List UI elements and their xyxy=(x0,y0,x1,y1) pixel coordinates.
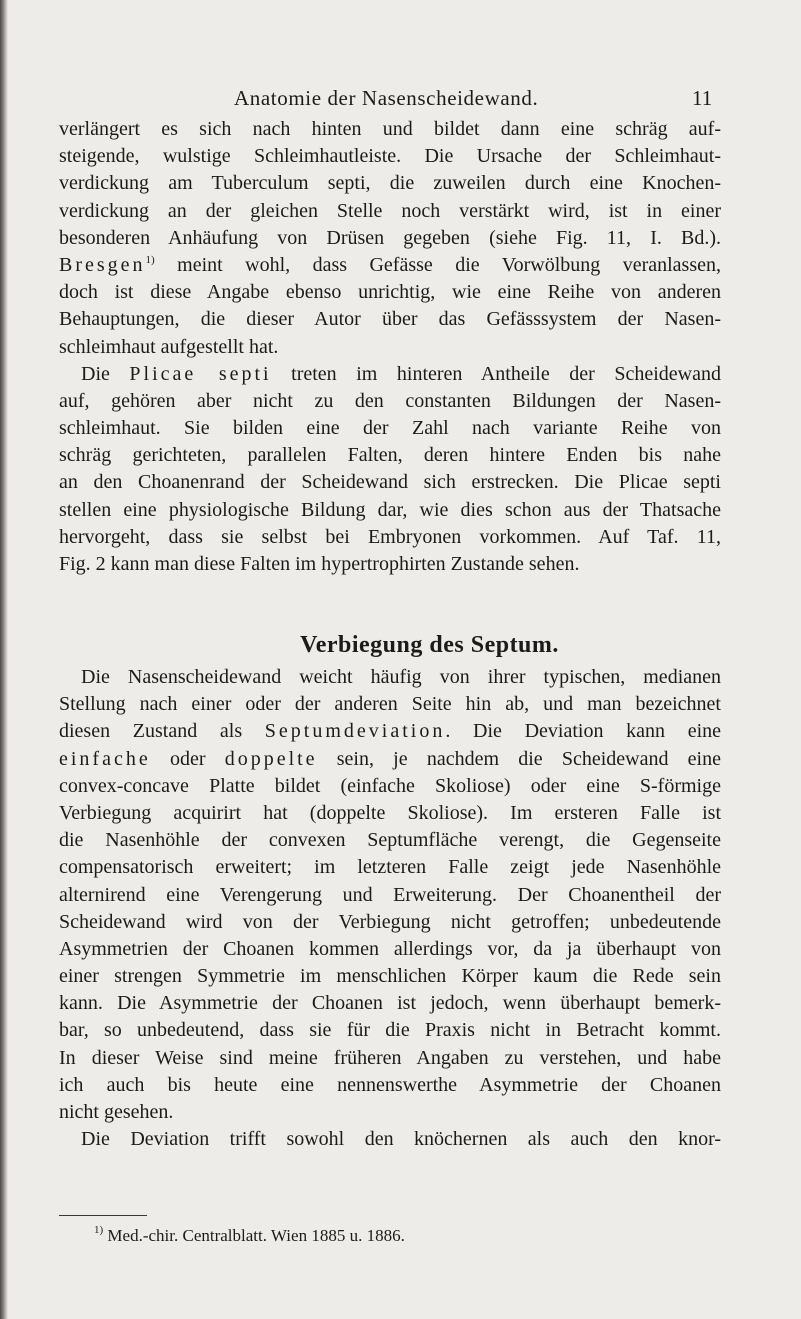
text-line: kann. Die Asymmetrie der Choanen ist jedoch, wenn überhaupt bemerk- xyxy=(59,992,721,1015)
text-line: verdickung am Tuberculum septi, die zuweilen durch eine Knochen- xyxy=(59,172,721,195)
emphasized-term: einfache xyxy=(59,747,151,770)
emphasized-term: Plicae septi xyxy=(129,362,272,385)
text-run: treten im hinteren Antheile der Scheidewand xyxy=(271,362,721,385)
text-line: Fig. 2 kann man diese Falten im hypertrophirten Zustande sehen. xyxy=(59,553,580,575)
text-line: verlängert es sich nach hinten und bildet dann eine schräg auf- xyxy=(59,118,721,140)
footnote-reference: 1) xyxy=(145,253,155,266)
emphasized-term: doppelte xyxy=(224,747,318,770)
text-line xyxy=(59,746,721,773)
text-line: Asymmetrien der Choanen kommen allerdings vor, da ja überhaupt von xyxy=(59,937,721,960)
text-line: Die Nasenscheidewand weicht häufig von ihrer typischen, medianen xyxy=(81,666,721,688)
text-line: auf, gehören aber nicht zu den constanten Bildungen der Nasen- xyxy=(59,389,721,412)
text-run: . Die Deviation kann eine xyxy=(445,720,721,743)
text-line: compensatorisch erweitert; im letzteren Falle zeigt jede Nasenhöhle xyxy=(59,856,721,879)
section-heading: Verbiegung des Septum. xyxy=(300,632,559,658)
footnote-mark: 1) xyxy=(94,1224,104,1236)
text-line: Verbiegung acquirirt hat (doppelte Skoliose). Im ersteren Falle ist xyxy=(59,801,721,824)
text-line xyxy=(59,361,721,388)
text-line: die Nasenhöhle der convexen Septumfläche verengt, die Gegenseite xyxy=(59,829,721,852)
text-line xyxy=(59,252,721,279)
text-line: verdickung an der gleichen Stelle noch verstärkt wird, ist in einer xyxy=(59,199,721,222)
text-line xyxy=(59,718,721,745)
footnote-divider xyxy=(59,1215,147,1216)
text-line: ich auch bis heute eine nennenswerthe Asymmetrie der Choanen xyxy=(59,1073,721,1096)
author-name: Bresgen xyxy=(59,253,146,276)
text-line: hervorgeht, dass sie selbst bei Embryonen vorkommen. Auf Taf. 11, xyxy=(59,525,721,548)
footnote-text: Med.-chir. Centralblatt. Wien 1885 u. 1886. xyxy=(103,1226,405,1245)
text-line: schleimhaut. Sie bilden eine der Zahl nach variante Reihe von xyxy=(59,417,721,440)
body-text-lower xyxy=(59,664,721,1153)
page-edge-shadow xyxy=(0,0,8,1319)
text-run: oder xyxy=(150,747,225,770)
page-number: 11 xyxy=(692,86,713,110)
text-run: meint wohl, dass Gefässe die Vorwölbung veranlassen, xyxy=(154,253,721,276)
text-line: nicht gesehen. xyxy=(59,1101,174,1123)
text-run: sein, je nachdem die Scheidewand eine xyxy=(317,747,721,770)
footnote xyxy=(94,1226,405,1246)
text-line: einer strengen Symmetrie im menschlichen Körper kaum die Rede sein xyxy=(59,965,721,988)
text-line: besonderen Anhäufung von Drüsen gegeben (siehe Fig. 11, I. Bd.). xyxy=(59,226,721,249)
text-line: steigende, wulstige Schleimhautleiste. Die Ursache der Schleimhaut- xyxy=(59,145,721,168)
text-line: schräg gerichteten, parallelen Falten, deren hintere Enden bis nahe xyxy=(59,444,721,467)
text-line: alternirend eine Verengerung und Erweiterung. Der Choanentheil der xyxy=(59,883,721,906)
text-line: Die Deviation trifft sowohl den knöchernen als auch den knor- xyxy=(81,1128,721,1151)
running-title: Anatomie der Nasenscheidewand. xyxy=(234,86,539,110)
text-line: stellen eine physiologische Bildung dar, wie dies schon aus der Thatsache xyxy=(59,498,721,521)
text-line: an den Choanenrand der Scheidewand sich erstrecken. Die Plicae septi xyxy=(59,471,721,494)
text-run: Die xyxy=(81,362,130,385)
text-line: convex-concave Platte bildet (einfache Skoliose) oder eine S-förmige xyxy=(59,774,721,797)
text-line: Scheidewand wird von der Verbiegung nicht getroffen; unbedeutende xyxy=(59,910,721,933)
text-line: doch ist diese Angabe ebenso unrichtig, wie eine Reihe von anderen xyxy=(59,281,721,304)
text-line: Stellung nach einer oder der anderen Seite hin ab, und man bezeichnet xyxy=(59,693,721,716)
text-line: In dieser Weise sind meine früheren Angaben zu verstehen, und habe xyxy=(59,1046,721,1069)
body-text-upper xyxy=(59,116,721,578)
text-line: Behauptungen, die dieser Autor über das Gefässsystem der Nasen- xyxy=(59,308,721,331)
text-run: diesen Zustand als xyxy=(59,720,265,743)
text-line: bar, so unbedeutend, dass sie für die Praxis nicht in Betracht kommt. xyxy=(59,1019,721,1042)
page-header xyxy=(0,86,801,120)
text-line: schleimhaut aufgestellt hat. xyxy=(59,335,279,358)
emphasized-term: Septumdeviation xyxy=(264,720,446,743)
